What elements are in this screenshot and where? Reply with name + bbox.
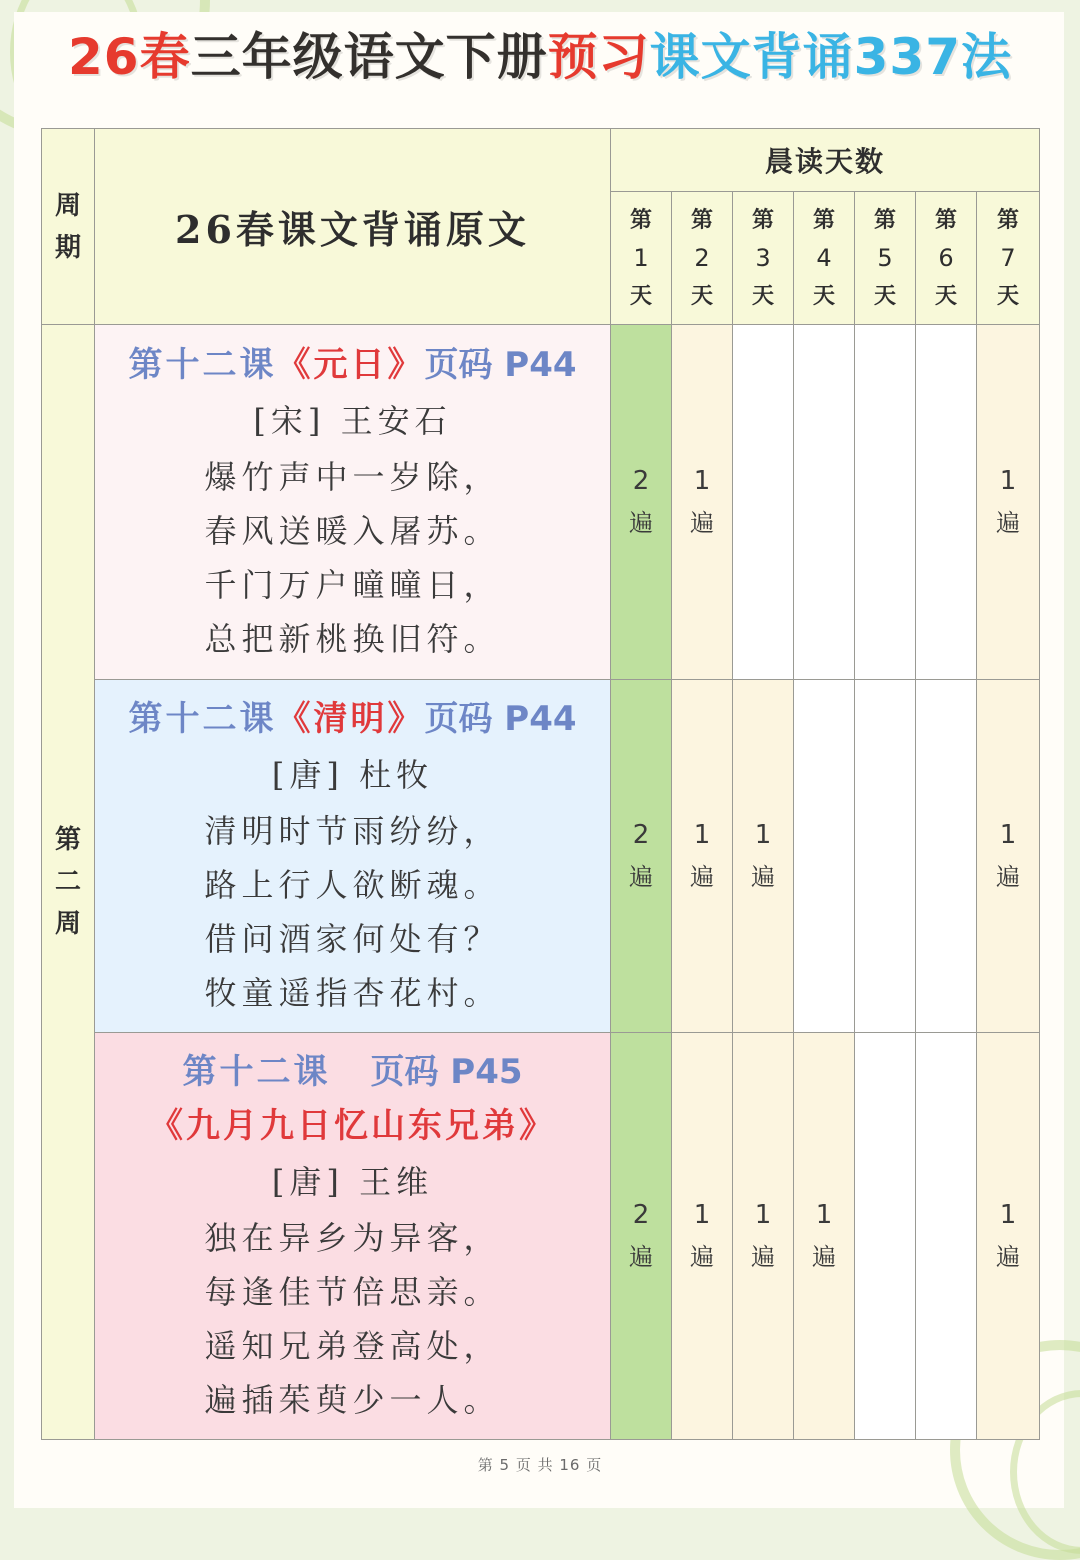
count-value: 2 [632,820,650,850]
day-count-cell [672,325,733,680]
day-header-1: 第 1 天 [611,192,672,325]
poem-line: 路上行人欲断魂。 [204,866,501,904]
count-value: 1 [693,1200,711,1230]
title-grade: 三年级语文下册 [190,28,548,86]
day-count-cell [672,1033,733,1440]
recitation-table [41,128,1040,1440]
poem-author: [唐] 杜牧 [271,756,434,794]
poem-author: [唐] 王维 [271,1163,434,1201]
poem-row [42,1033,1040,1440]
poem-line: 爆竹声中一岁除， [204,458,501,496]
week-header: 周期 [42,129,95,325]
lesson-heading: 第十二课《元日》页码 P44 [128,345,577,385]
day-count-cell [916,325,977,680]
poem-line: 借问酒家何处有？ [204,920,501,958]
day-header-2: 第 2 天 [672,192,733,325]
poem-author: [宋] 王安石 [253,402,452,440]
day-header-6: 第 6 天 [916,192,977,325]
count-unit: 遍 [690,509,714,537]
day-count-cell [855,680,916,1033]
day-count-cell [611,325,672,680]
poem-line: 遍插茱萸少一人。 [204,1381,501,1419]
count-value: 1 [999,820,1017,850]
count-unit: 遍 [812,1243,836,1271]
count-unit: 遍 [690,863,714,891]
page-title [0,12,1080,102]
poem-line: 遥知兄弟登高处， [204,1327,501,1365]
poem-line: 千门万户曈曈日， [204,566,501,604]
day-count-cell [794,1033,855,1440]
poem-cell [95,680,611,1033]
day-count-cell [916,1033,977,1440]
day-count-cell [855,325,916,680]
count-value: 2 [632,1200,650,1230]
lesson-heading: 第十二课 页码 P45 [182,1052,523,1092]
day-count-cell [977,325,1040,680]
poem-title: 《九月九日忆山东兄弟》 [149,1106,556,1146]
count-unit: 遍 [629,509,653,537]
day-count-cell [733,680,794,1033]
day-header-5: 第 5 天 [855,192,916,325]
day-count-cell [977,1033,1040,1440]
poem-row [42,325,1040,680]
poem-title: 《元日》 [276,345,425,385]
count-value: 1 [693,820,711,850]
day-header-7: 第 7 天 [977,192,1040,325]
poem-cell [95,1033,611,1440]
poem-line: 牧童遥指杏花村。 [204,974,501,1012]
poem-line: 每逢佳节倍思亲。 [204,1273,501,1311]
page-number: 页码 P44 [424,699,577,739]
day-count-cell [611,680,672,1033]
poem-line: 总把新桃换旧符。 [204,620,501,658]
title-preview: 预习 [547,28,650,86]
day-count-cell [611,1033,672,1440]
count-value: 1 [999,466,1017,496]
count-unit: 遍 [996,509,1021,537]
day-header-3: 第 3 天 [733,192,794,325]
count-unit: 遍 [996,1243,1021,1271]
poem-line: 独在异乡为异客， [204,1219,501,1257]
page-number: 页码 P44 [424,345,577,385]
poem-cell [95,325,611,680]
count-value: 1 [754,820,772,850]
day-count-cell [916,680,977,1033]
page-number: 页码 P45 [370,1052,523,1092]
title-season: 26春 [68,28,191,86]
page-footer: 第 5 页 共 16 页 [477,1456,603,1474]
lesson-heading: 第十二课《清明》页码 P44 [128,699,577,739]
day-count-cell [794,325,855,680]
poem-title: 《清明》 [276,699,425,739]
day-count-cell [672,680,733,1033]
count-value: 2 [632,466,650,496]
title-method: 课文背诵337法 [649,28,1012,86]
count-value: 1 [754,1200,772,1230]
count-unit: 遍 [629,1243,653,1271]
poem-row [42,680,1040,1033]
days-header: 晨读天数 [611,129,1040,192]
day-count-cell [977,680,1040,1033]
count-unit: 遍 [751,863,775,891]
count-unit: 遍 [629,863,653,891]
count-unit: 遍 [996,863,1021,891]
count-unit: 遍 [751,1243,775,1271]
count-unit: 遍 [690,1243,714,1271]
count-value: 1 [815,1200,833,1230]
text-header: 26春课文背诵原文 [95,129,611,325]
count-value: 1 [693,466,711,496]
week-label: 第二周 [42,325,95,1440]
day-count-cell [733,1033,794,1440]
poem-line: 清明时节雨纷纷， [204,812,501,850]
poem-line: 春风送暖入屠苏。 [204,512,501,550]
count-value: 1 [999,1200,1017,1230]
day-count-cell [794,680,855,1033]
day-count-cell [733,325,794,680]
day-count-cell [855,1033,916,1440]
day-header-4: 第 4 天 [794,192,855,325]
